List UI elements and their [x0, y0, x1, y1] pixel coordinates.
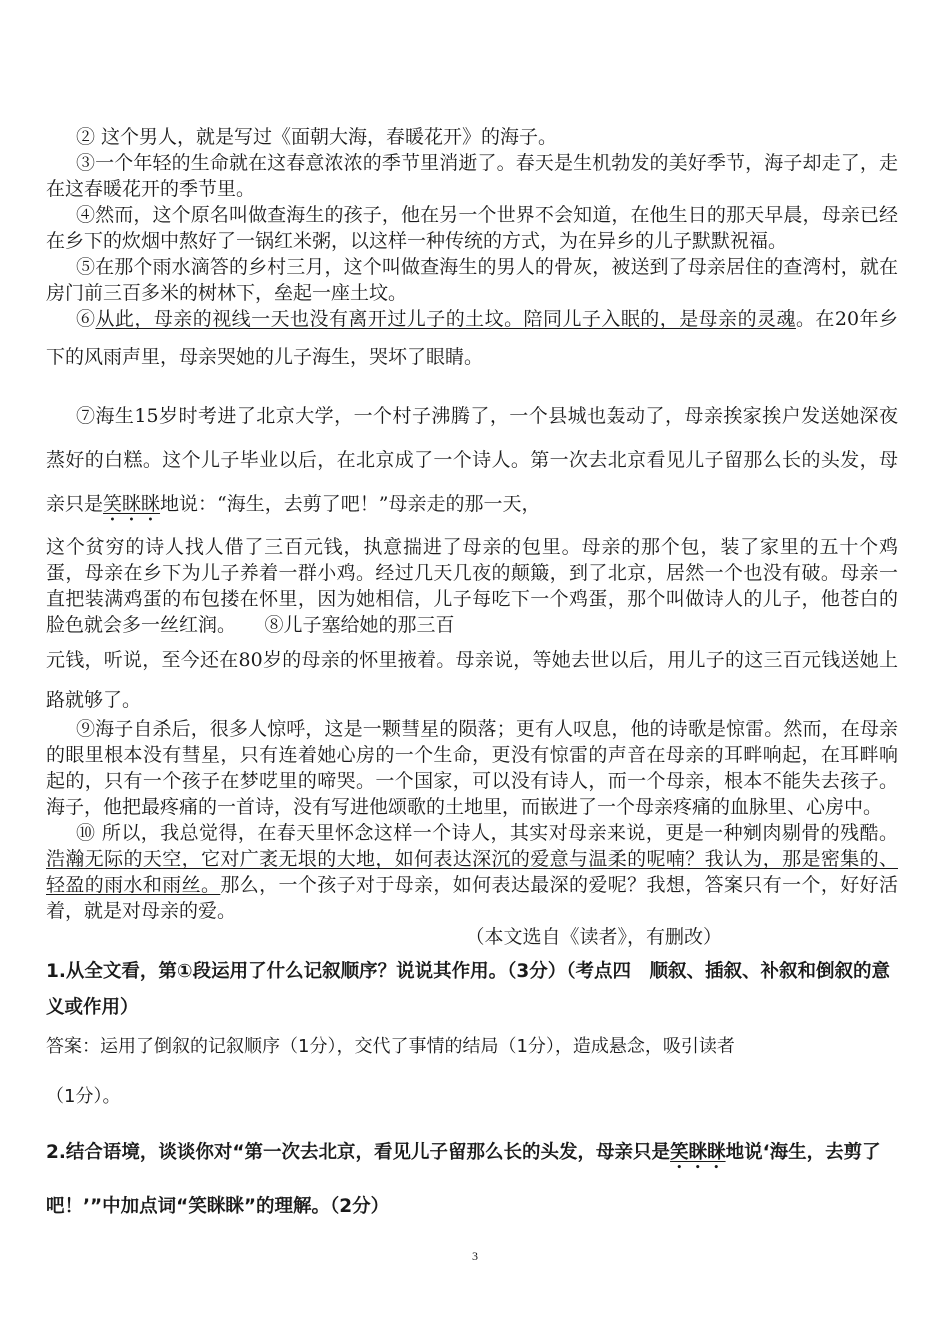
- question-1: 1.从全文看，第①段运用了什么记叙顺序？说说其作用。（3分）（考点四 顺叙、插叙、补叙和倒叙的意义或作用）: [46, 961, 890, 1018]
- paragraph-10-text-b: 那么，一个孩子对于母亲，如何表达最深的爱呢？我想，答案只有一个，好好活着，就是对母亲的爱。: [46, 874, 898, 922]
- paragraph-4: ④然而，这个原名叫做查海生的孩子，他在另一个世界不会知道，在他生日的那天早晨，母亲已经在乡下的炊烟中熬好了一锅红米粥，以这样一种传统的方式，为在异乡的儿子默默祝福。: [46, 204, 898, 252]
- question-2-dotted-word: 笑眯眯: [670, 1142, 726, 1163]
- paragraph-2: ② 这个男人，就是写过《面朝大海，春暖花开》的海子。: [76, 126, 558, 148]
- page-number: 3: [472, 1249, 478, 1263]
- paragraph-10: [46, 820, 898, 924]
- paragraph-9: ⑨海子自杀后，很多人惊呼，这是一颗彗星的陨落；更有人叹息，他的诗歌是惊雷。然而，在母亲的眼里根本没有彗星，只有连着她心房的一个生命，更没有惊雷的声音在母亲的耳畔响起，在耳畔响起的，只有一个孩子在梦呓里的啼哭。一个国家，可以没有诗人，而一个母亲，根本不能失去孩子。海子，他把最疼痛的一首诗，没有写进他颂歌的土地里，而嵌进了一个母亲疼痛的血脉里、心房中。: [46, 718, 898, 818]
- question-2: [46, 1126, 898, 1234]
- source-note: （本文选自《读者》，有删改）: [465, 926, 722, 948]
- question-2-text-b: 地说‘海生，去剪了吧！’”中加点词“笑眯眯”的理解。（2分）: [46, 1142, 881, 1217]
- answer-1-line-1: 答案：运用了倒叙的记叙顺序（1分），交代了事情的结局（1分），造成悬念，吸引读者: [46, 1036, 735, 1057]
- answer-1-line-2: （1分）。: [46, 1086, 121, 1107]
- document-body: [46, 124, 898, 1234]
- paragraph-7-continued: 这个贫穷的诗人找人借了三百元钱，执意揣进了母亲的包里。母亲的那个包，装了家里的五十个鸡蛋，母亲在乡下为儿子养着一群小鸡。经过几天几夜的颠簸，到了北京，居然一个也没有破。母亲一直把装满鸡蛋的布包搂在怀里，因为她相信，儿子每吃下一个鸡蛋，那个叫做诗人的儿子，他苍白的脸色就会多一丝红润。 ⑧儿子塞给她的那三百: [46, 536, 898, 636]
- paragraph-5: ⑤在那个雨水滴答的乡村三月，这个叫做查海生的男人的骨灰，被送到了母亲居住的查湾村，就在房门前三百多米的树林下，垒起一座土坟。: [46, 256, 898, 304]
- paragraph-6: [46, 300, 898, 376]
- paragraph-7-text: ⑦海生15岁时考进了北京大学，一个村子沸腾了，一个县城也轰动了，母亲挨家挨户发送她深夜蒸好的白糕。这个儿子毕业以后，在北京成了一个诗人。第一次去北京看见儿子留那么长的头发，母亲只是: [46, 405, 898, 515]
- paragraph-6-mark: ⑥: [76, 308, 96, 330]
- paragraph-6-rest: 。在20年乡下的风雨声里，母亲哭她的儿子海生，哭坏了眼睛。: [46, 308, 898, 368]
- paragraph-8: 元钱，听说，至今还在80岁的母亲的怀里掖着。母亲说，等她去世以后，用儿子的这三百元钱送她上路就够了。: [46, 649, 898, 711]
- paragraph-10-text: ⑩ 所以，我总觉得，在春天里怀念这样一个诗人，其实对母亲来说，更是一种剜肉剔骨的残酷。: [76, 822, 898, 844]
- dotted-word: 笑眯眯: [103, 493, 161, 515]
- paragraph-7: [46, 394, 898, 526]
- paragraph-7-text-b: 地说：“海生，去剪了吧！”母亲走的那一天，: [160, 493, 541, 515]
- question-2-text: 2.结合语境，谈谈你对“第一次去北京，看见儿子留那么长的头发，母亲只是: [46, 1142, 671, 1163]
- paragraph-3: ③一个年轻的生命就在这春意浓浓的季节里消逝了。春天是生机勃发的美好季节，海子却走了，走在这春暖花开的季节里。: [46, 152, 898, 200]
- spacer: [46, 376, 898, 394]
- underlined-passage: 浩瀚无际的天空，它对广袤无垠的大地，如何表达深沉的爱意与温柔的呢喃？我认为，那是密集的、轻盈的雨水和雨丝。: [46, 848, 898, 896]
- underlined-sentence: 从此，母亲的视线一天也没有离开过儿子的土坟。陪同儿子入眠的，是母亲的灵魂: [95, 308, 796, 330]
